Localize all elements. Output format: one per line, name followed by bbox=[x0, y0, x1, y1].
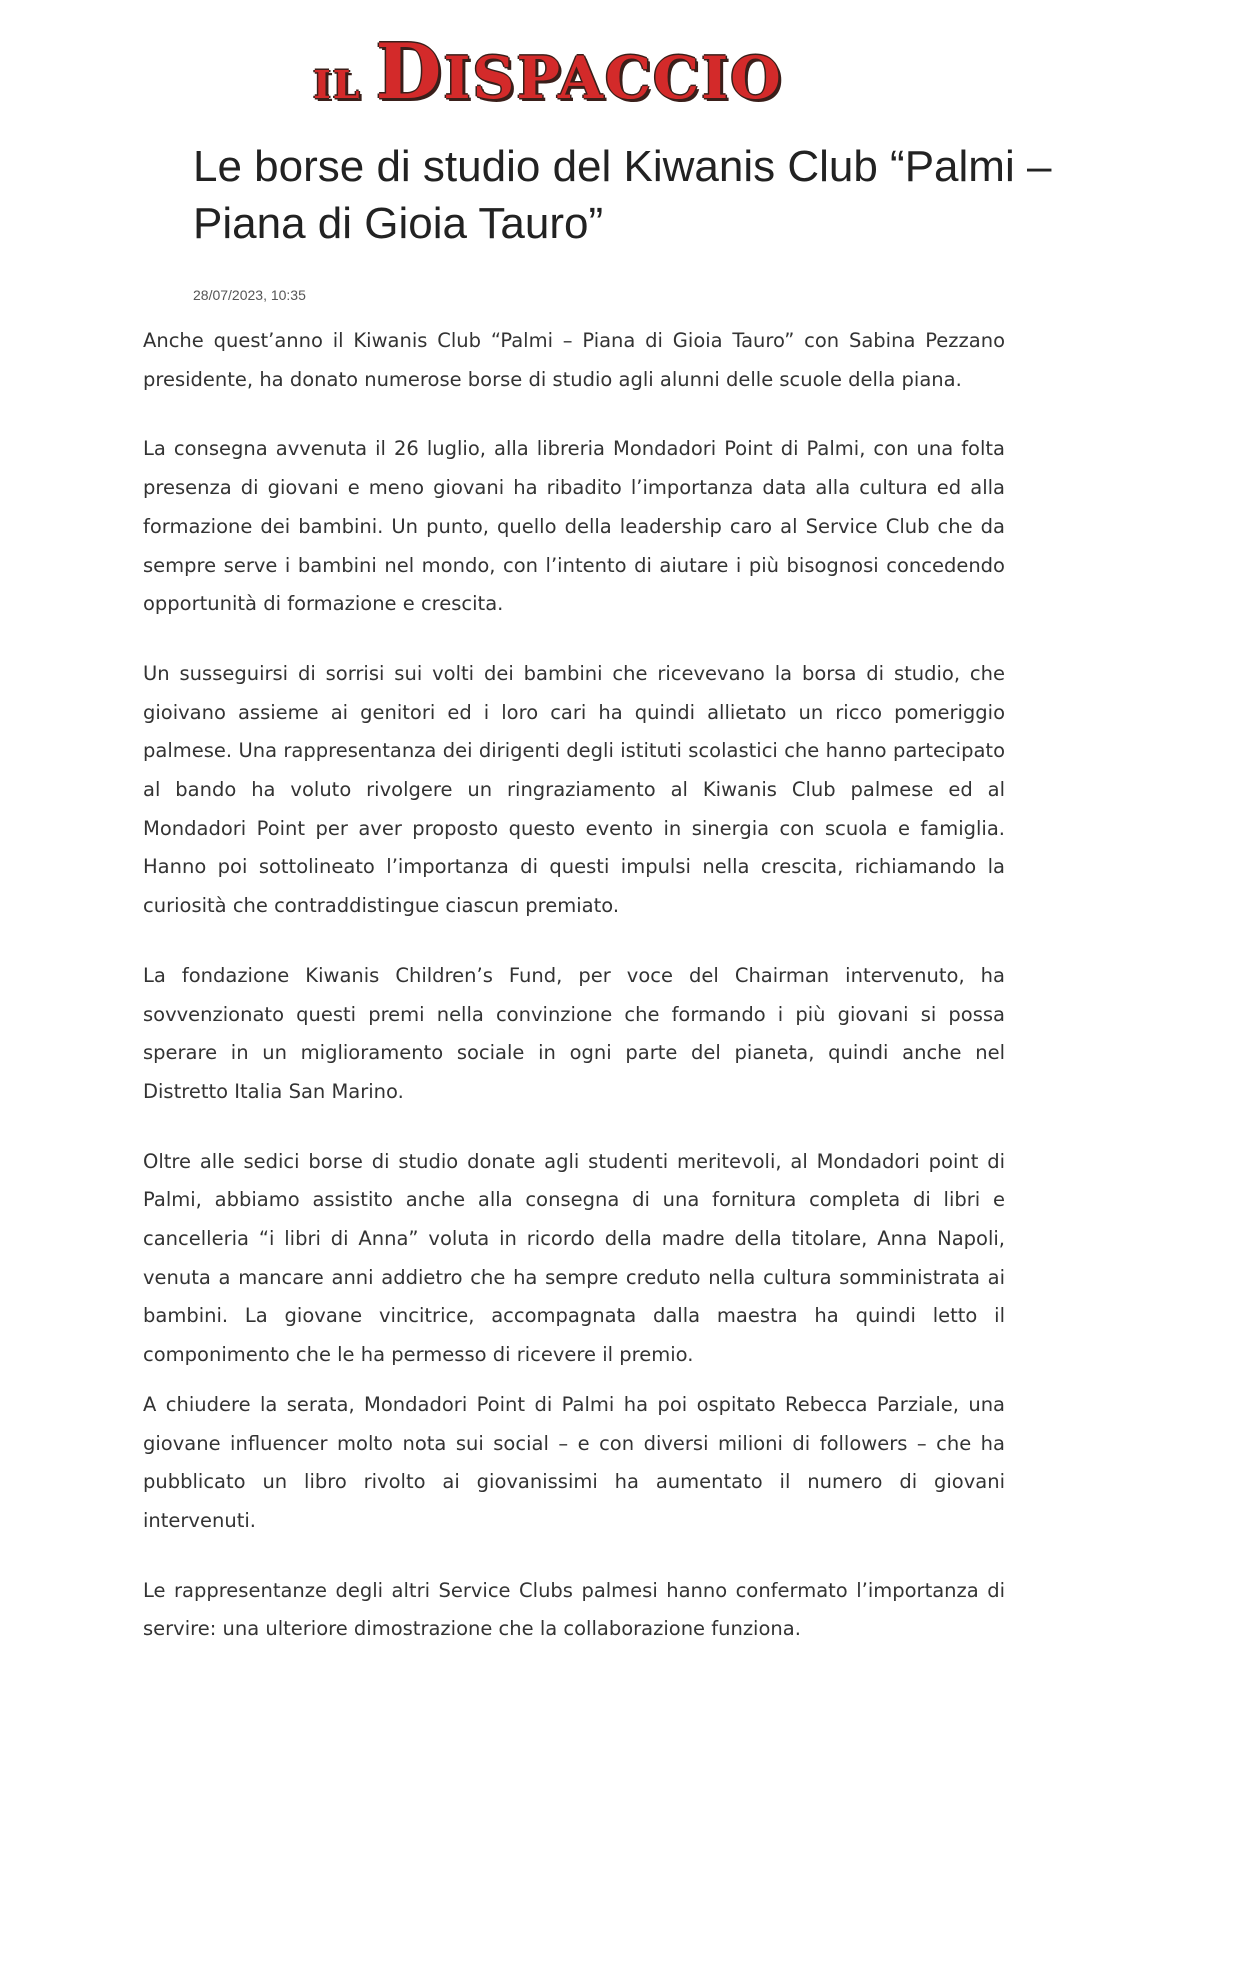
article-paragraph: Anche quest’anno il Kiwanis Club “Palmi – Piana di Gioia Tauro” con Sabina Pezzano presidente, ha donato numerose borse di studio agli alunni delle scuole della piana. bbox=[143, 329, 1005, 391]
article-paragraph: A chiudere la serata, Mondadori Point di Palmi ha poi ospitato Rebecca Parziale, una giovane influencer molto nota sui social – e con diversi milioni di followers – che ha pubblicato un libro rivolto ai giovanissimi ha aumentato il numero di giovani intervenuti. bbox=[143, 1392, 1005, 1532]
article-body bbox=[143, 322, 1005, 1680]
article-paragraph: Le rappresentanze degli altri Service Clubs palmesi hanno confermato l’importanza di servire: una ulteriore dimostrazione che la collaborazione funziona. bbox=[143, 1578, 1005, 1641]
article-title: Le borse di studio del Kiwanis Club “Palmi – Piana di Gioia Tauro” bbox=[193, 142, 1052, 248]
logo-initial: D bbox=[375, 27, 444, 116]
site-logo[interactable] bbox=[313, 27, 783, 116]
article-paragraph: La fondazione Kiwanis Children’s Fund, per voce del Chairman intervenuto, ha sovvenzionato questi premi nella convinzione che formando i più giovani si possa sperare in un miglioramento sociale in ogni parte del pianeta, quindi anche nel Distretto Italia San Marino. bbox=[143, 963, 1005, 1103]
article-paragraph: La consegna avvenuta il 26 luglio, alla libreria Mondadori Point di Palmi, con una folta presenza di giovani e meno giovani ha ribadito l’importanza data alla cultura ed alla formazione dei bambini. Un punto, quello della leadership caro al Service Club che da sempre serve i bambini nel mondo, con l’intento di aiutare i più bisognosi concedendo opportunità di formazione e crescita. bbox=[143, 437, 1005, 616]
article-paragraph: Oltre alle sedici borse di studio donate agli studenti meritevoli, al Mondadori point di Palmi, abbiamo assistito anche alla consegna di una fornitura completa di libri e cancelleria “i libri di Anna” voluta in ricordo della madre della titolare, Anna Napoli, venuta a mancare anni addietro che ha sempre creduto nella cultura somministrata ai bambini. La giovane vincitrice, accompagnata dalla maestra ha quindi letto il componimento che le ha permesso di ricevere il premio. bbox=[143, 1149, 1005, 1367]
article-paragraph: Un susseguirsi di sorrisi sui volti dei bambini che ricevevano la borsa di studio, che gioivano assieme ai genitori ed i loro cari ha quindi allietato un ricco pomeriggio palmese. Una rappresentanza dei dirigenti degli istituti scolastici che hanno partecipato al bando ha voluto rivolgere un ringraziamento al Kiwanis Club palmese ed al Mondadori Point per aver proposto questo evento in sinergia con scuola e famiglia. Hanno poi sottolineato l’importanza di questi impulsi nella crescita, richiamando la curiosità che contraddistingue ciascun premiato. bbox=[143, 661, 1005, 918]
logo-rest: ISPACCIO bbox=[443, 44, 783, 112]
logo-il: IL bbox=[313, 62, 362, 107]
article-date: 28/07/2023, 10:35 bbox=[193, 287, 306, 303]
